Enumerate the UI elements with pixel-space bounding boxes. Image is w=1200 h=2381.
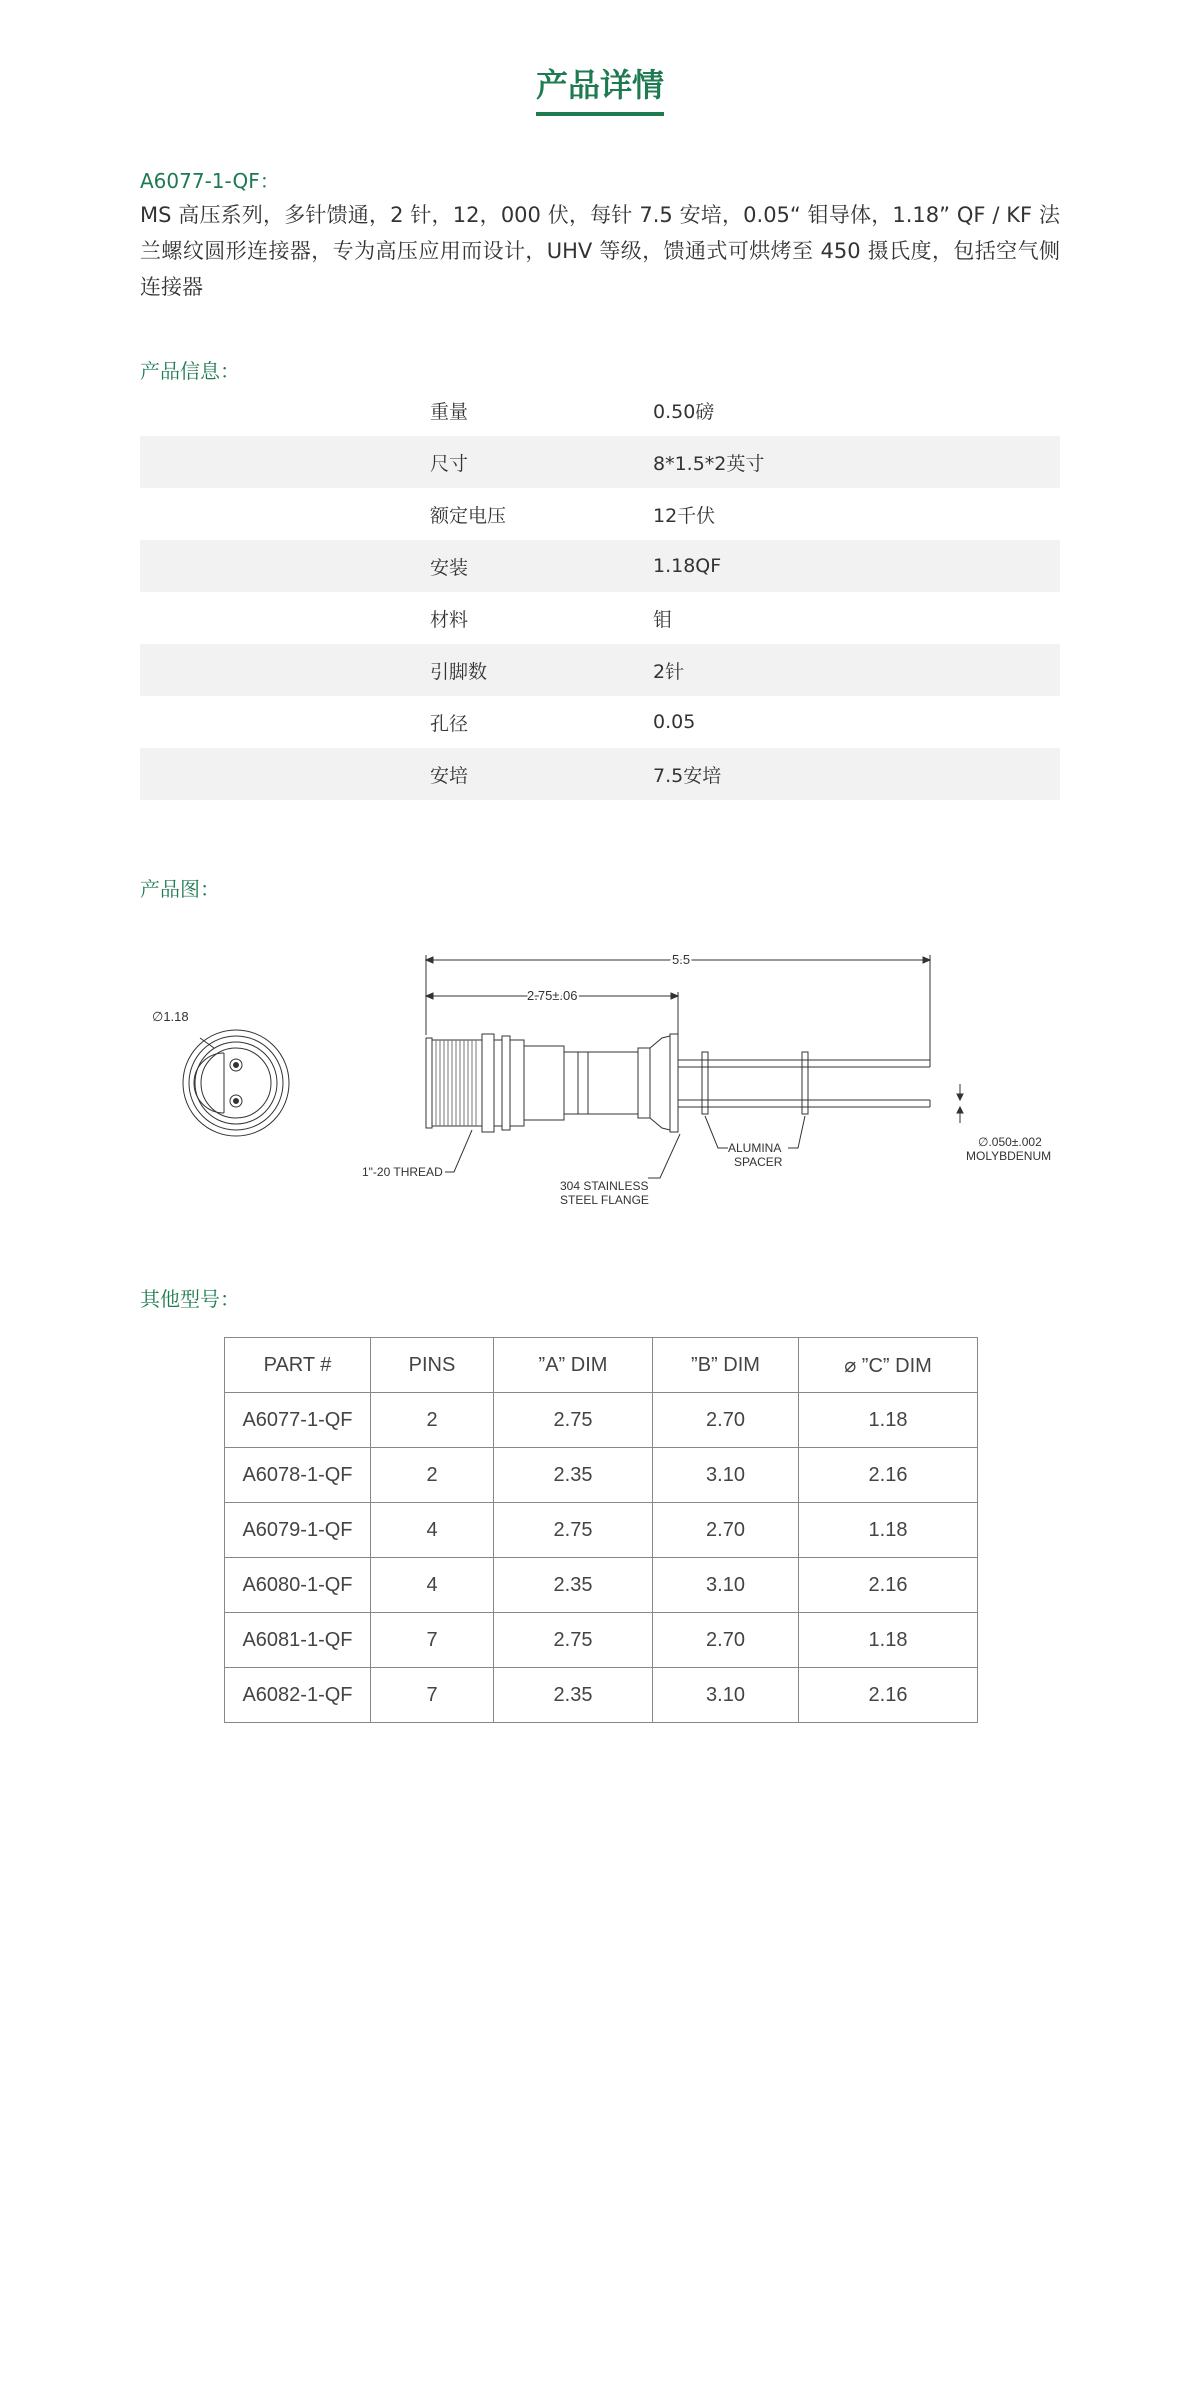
info-value: 0.05	[653, 711, 696, 733]
info-value: 12千伏	[653, 504, 716, 527]
technical-drawing	[140, 920, 1060, 1220]
info-row	[140, 488, 1060, 540]
thread-label: 1"-20 THREAD	[362, 1165, 443, 1179]
info-key: 安培	[430, 764, 469, 787]
table-row	[225, 1393, 978, 1448]
table-cell: 4	[371, 1558, 494, 1613]
body-length-label: 2.75±.06	[527, 988, 578, 1003]
table-cell: 7	[371, 1668, 494, 1723]
info-key: 材料	[430, 608, 469, 631]
table-cell: 2.70	[653, 1613, 799, 1668]
info-row	[140, 592, 1060, 644]
info-value: 7.5安培	[653, 764, 722, 787]
table-cell: A6079-1-QF	[225, 1503, 371, 1558]
side-view	[426, 1034, 963, 1132]
table-cell: 3.10	[653, 1558, 799, 1613]
flange-label-line-2: STEEL FLANGE	[560, 1193, 649, 1207]
info-key: 重量	[430, 400, 469, 423]
table-cell: 2.16	[799, 1558, 978, 1613]
info-row	[140, 644, 1060, 696]
info-value: 8*1.5*2英寸	[653, 452, 765, 475]
info-value: 1.18QF	[653, 555, 722, 577]
column-header: PINS	[371, 1338, 494, 1393]
table-cell: 2.70	[653, 1503, 799, 1558]
column-header: ⌀ ”C” DIM	[799, 1338, 978, 1393]
table-cell: 2	[371, 1393, 494, 1448]
column-header: ”A” DIM	[494, 1338, 653, 1393]
info-key: 孔径	[430, 712, 469, 735]
table-cell: 1.18	[799, 1393, 978, 1448]
table-cell: 2.70	[653, 1393, 799, 1448]
table-cell: 2.75	[494, 1393, 653, 1448]
table-row	[225, 1503, 978, 1558]
table-cell: 2.35	[494, 1448, 653, 1503]
other-models-heading: 其他型号：	[140, 1287, 240, 1311]
table-cell: 2.35	[494, 1668, 653, 1723]
table-cell: 3.10	[653, 1668, 799, 1723]
info-value: 0.50磅	[653, 400, 715, 423]
flange-label-line-1: 304 STAINLESS	[560, 1179, 649, 1193]
product-info-heading: 产品信息：	[140, 359, 240, 383]
table-cell: A6077-1-QF	[225, 1393, 371, 1448]
table-cell: 2.16	[799, 1448, 978, 1503]
spacer-label-line-2: SPACER	[734, 1155, 783, 1169]
table-cell: 7	[371, 1613, 494, 1668]
table-cell: 3.10	[653, 1448, 799, 1503]
product-info-table	[140, 384, 1060, 800]
end-view	[183, 1030, 289, 1136]
overall-length-label: 5.5	[672, 952, 691, 967]
table-row	[225, 1558, 978, 1613]
table-row	[225, 1448, 978, 1503]
table-cell: A6080-1-QF	[225, 1558, 371, 1613]
info-key: 额定电压	[430, 504, 507, 527]
table-cell: 2.35	[494, 1558, 653, 1613]
table-row	[225, 1668, 978, 1723]
table-cell: 1.18	[799, 1503, 978, 1558]
table-cell: 1.18	[799, 1613, 978, 1668]
table-header-row	[225, 1338, 978, 1393]
info-row	[140, 436, 1060, 488]
table-cell: A6081-1-QF	[225, 1613, 371, 1668]
info-row	[140, 696, 1060, 748]
other-models-table	[224, 1337, 978, 1723]
end-diameter-label: ∅1.18	[152, 1009, 189, 1024]
page-title-wrap	[0, 60, 1200, 116]
info-value: 钼	[653, 608, 673, 631]
info-row	[140, 748, 1060, 800]
molybdenum-label-line-1: ∅.050±.002	[978, 1135, 1042, 1149]
table-cell: 4	[371, 1503, 494, 1558]
column-header: PART #	[225, 1338, 371, 1393]
table-cell: A6082-1-QF	[225, 1668, 371, 1723]
info-key: 引脚数	[430, 660, 488, 683]
molybdenum-label-line-2: MOLYBDENUM	[966, 1149, 1052, 1163]
product-description: MS 高压系列，多针馈通，2 针，12，000 伏，每针 7.5 安培，0.05“ 钼导体，1.18” QF / KF 法兰螺纹圆形连接器，专为高压应用而设计，UHV 等级，馈通式可烘烤至 450 摄氏度，包括空气侧连接器	[140, 203, 1060, 299]
table-cell: 2.75	[494, 1613, 653, 1668]
info-value: 2针	[653, 660, 685, 683]
info-key: 尺寸	[430, 452, 469, 475]
info-row	[140, 384, 1060, 436]
table-cell: 2.75	[494, 1503, 653, 1558]
spacer-label-line-1: ALUMINA	[728, 1141, 782, 1155]
table-cell: 2.16	[799, 1668, 978, 1723]
info-row	[140, 540, 1060, 592]
part-number-label: A6077-1-QF：	[140, 169, 280, 193]
table-row	[225, 1613, 978, 1668]
table-cell: A6078-1-QF	[225, 1448, 371, 1503]
page-title: 产品详情	[536, 60, 664, 116]
product-diagram-heading: 产品图：	[140, 877, 220, 901]
column-header: ”B” DIM	[653, 1338, 799, 1393]
info-key: 安装	[430, 556, 469, 579]
table-cell: 2	[371, 1448, 494, 1503]
